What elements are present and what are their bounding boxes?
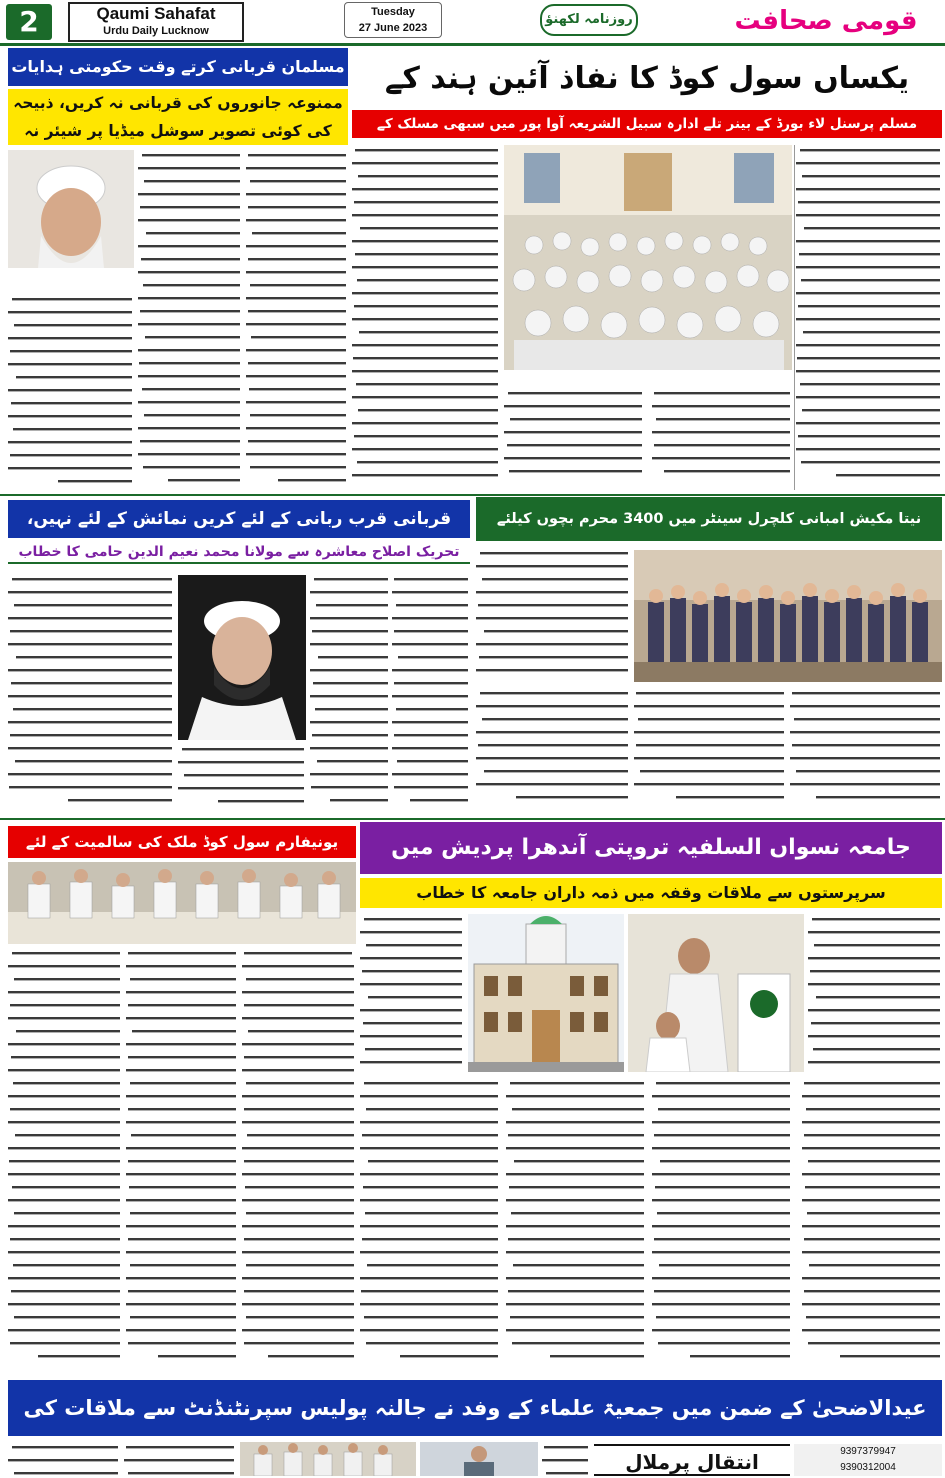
text-lines-graphic bbox=[178, 744, 306, 814]
text-lines-graphic bbox=[796, 145, 942, 490]
text-lines-graphic bbox=[8, 948, 356, 1376]
portrait-photo-icon bbox=[420, 1442, 538, 1476]
text-lines-graphic bbox=[8, 1442, 236, 1476]
lead-body-under-photo bbox=[504, 388, 792, 490]
mid-left-portrait bbox=[178, 575, 306, 740]
left-story-body-under-photo bbox=[8, 294, 134, 490]
text-lines-graphic bbox=[138, 150, 348, 490]
bottom-body-left bbox=[8, 1442, 236, 1476]
text-lines-graphic bbox=[476, 688, 942, 814]
section-rule bbox=[0, 818, 945, 820]
text-lines-graphic bbox=[808, 914, 942, 1074]
bottom-delegation-photo bbox=[240, 1442, 416, 1476]
brand-english-title: Qaumi Sahafat bbox=[96, 4, 216, 23]
masthead-rule bbox=[0, 43, 945, 46]
group-photo-icon bbox=[634, 550, 942, 682]
mid-left-headline: قربانی قرب ربانی کے لئے کریں نمائش کے لئے نہیں، bbox=[8, 500, 470, 538]
text-lines-graphic bbox=[352, 145, 500, 490]
bottom-portrait-photo bbox=[420, 1442, 538, 1476]
mid-left-body bbox=[310, 574, 470, 814]
lead-subheadline: مسلم پرسنل لاء بورڈ کے بینر تلے ادارہ سبیل الشریعہ آوا پور میں سبھی مسلک کے bbox=[352, 110, 942, 138]
left-story-body bbox=[138, 150, 348, 490]
bottom-headline: عیدالاضحیٰ کے ضمن میں جمعیۃ علماء کے وفد نے جالنہ پولیس سپرنٹنڈنٹ سے ملاقات کی bbox=[8, 1380, 942, 1436]
left-story-subheadline: ممنوعہ جانوروں کی قربانی نہ کریں، ذبیحہ کی کوئی تصویر سوشل میڈیا پر شیئر نہ bbox=[8, 89, 348, 145]
mid-left-subheadline: تحریک اصلاح معاشرہ سے مولانا محمد نعیم الدین حامی کا خطاب bbox=[8, 540, 470, 564]
lead-headline: یکساں سول کوڈ کا نفاذ آئین ہند کے bbox=[384, 61, 910, 96]
bottom-body-right bbox=[542, 1442, 590, 1476]
brand-english-box bbox=[68, 2, 244, 42]
obituary-phone-2: 9390312004 bbox=[840, 1462, 896, 1473]
lower-right-building-photo bbox=[468, 914, 624, 1072]
speaker-portrait-icon bbox=[178, 575, 306, 740]
meeting-photo-icon bbox=[8, 862, 356, 944]
mid-right-headline: نیتا مکیش امبانی کلچرل سینٹر میں 3400 محرم بچوں کیلئے bbox=[476, 497, 942, 541]
text-lines-graphic bbox=[476, 548, 630, 682]
obituary-phones bbox=[794, 1444, 942, 1476]
lead-photo bbox=[504, 145, 792, 370]
lower-right-body-bottom bbox=[360, 1078, 942, 1376]
lower-right-speaker-photo bbox=[628, 914, 804, 1072]
text-lines-graphic bbox=[360, 1078, 942, 1376]
left-story-portrait bbox=[8, 150, 134, 290]
building-photo-icon bbox=[468, 914, 624, 1072]
mid-left-body-left bbox=[8, 574, 174, 814]
page-number: 2 bbox=[6, 4, 52, 40]
text-lines-graphic bbox=[8, 294, 134, 490]
group-photo-icon bbox=[240, 1442, 416, 1476]
text-lines-graphic bbox=[310, 574, 470, 814]
meeting-hall-photo-icon bbox=[504, 145, 792, 370]
lower-left-body bbox=[8, 948, 356, 1376]
lower-right-subheadline: سرپرستوں سے ملاقات وقفہ میں ذمہ داران جامعہ کا خطاب bbox=[360, 878, 942, 908]
text-lines-graphic bbox=[360, 914, 464, 1074]
mid-right-group-photo bbox=[634, 550, 942, 682]
mid-right-body-top bbox=[476, 548, 630, 682]
lower-right-body-top bbox=[808, 914, 942, 1074]
brand-urdu-title: قومی صحافت bbox=[734, 6, 918, 36]
speaker-portrait-icon bbox=[8, 150, 134, 290]
obituary-phone-1: 9397379947 bbox=[840, 1446, 896, 1457]
dateline-date: 27 June 2023 bbox=[358, 22, 428, 34]
lower-right-headline: جامعہ نسواں السلفیہ تروپتی آندھرا پردیش میں bbox=[360, 822, 942, 874]
daily-label: روزنامہ لکھنؤ bbox=[540, 4, 638, 36]
left-story-headline: مسلمان قربانی کرتے وقت حکومتی ہدایات bbox=[8, 48, 348, 86]
mid-right-body-bottom bbox=[476, 688, 942, 814]
text-lines-graphic bbox=[8, 574, 174, 814]
lower-right-body-left bbox=[360, 914, 464, 1074]
dateline-day: Tuesday bbox=[371, 6, 415, 18]
column-rule bbox=[794, 145, 795, 490]
text-lines-graphic bbox=[542, 1442, 590, 1476]
text-lines-graphic bbox=[504, 388, 792, 490]
brand-english-subtitle: Urdu Daily Lucknow bbox=[103, 25, 209, 37]
speaker-photo-icon bbox=[628, 914, 804, 1072]
section-rule bbox=[0, 494, 945, 496]
lower-left-photo bbox=[8, 862, 356, 944]
lead-body-col-2 bbox=[352, 145, 500, 490]
lead-body-col-1 bbox=[796, 145, 942, 490]
obituary-headline: انتقال پرملال bbox=[594, 1444, 790, 1476]
dateline-box bbox=[344, 2, 442, 38]
mid-left-body-under-photo bbox=[178, 744, 306, 814]
lower-left-headline: یونیفارم سول کوڈ ملک کی سالمیت کے لئے bbox=[8, 826, 356, 858]
